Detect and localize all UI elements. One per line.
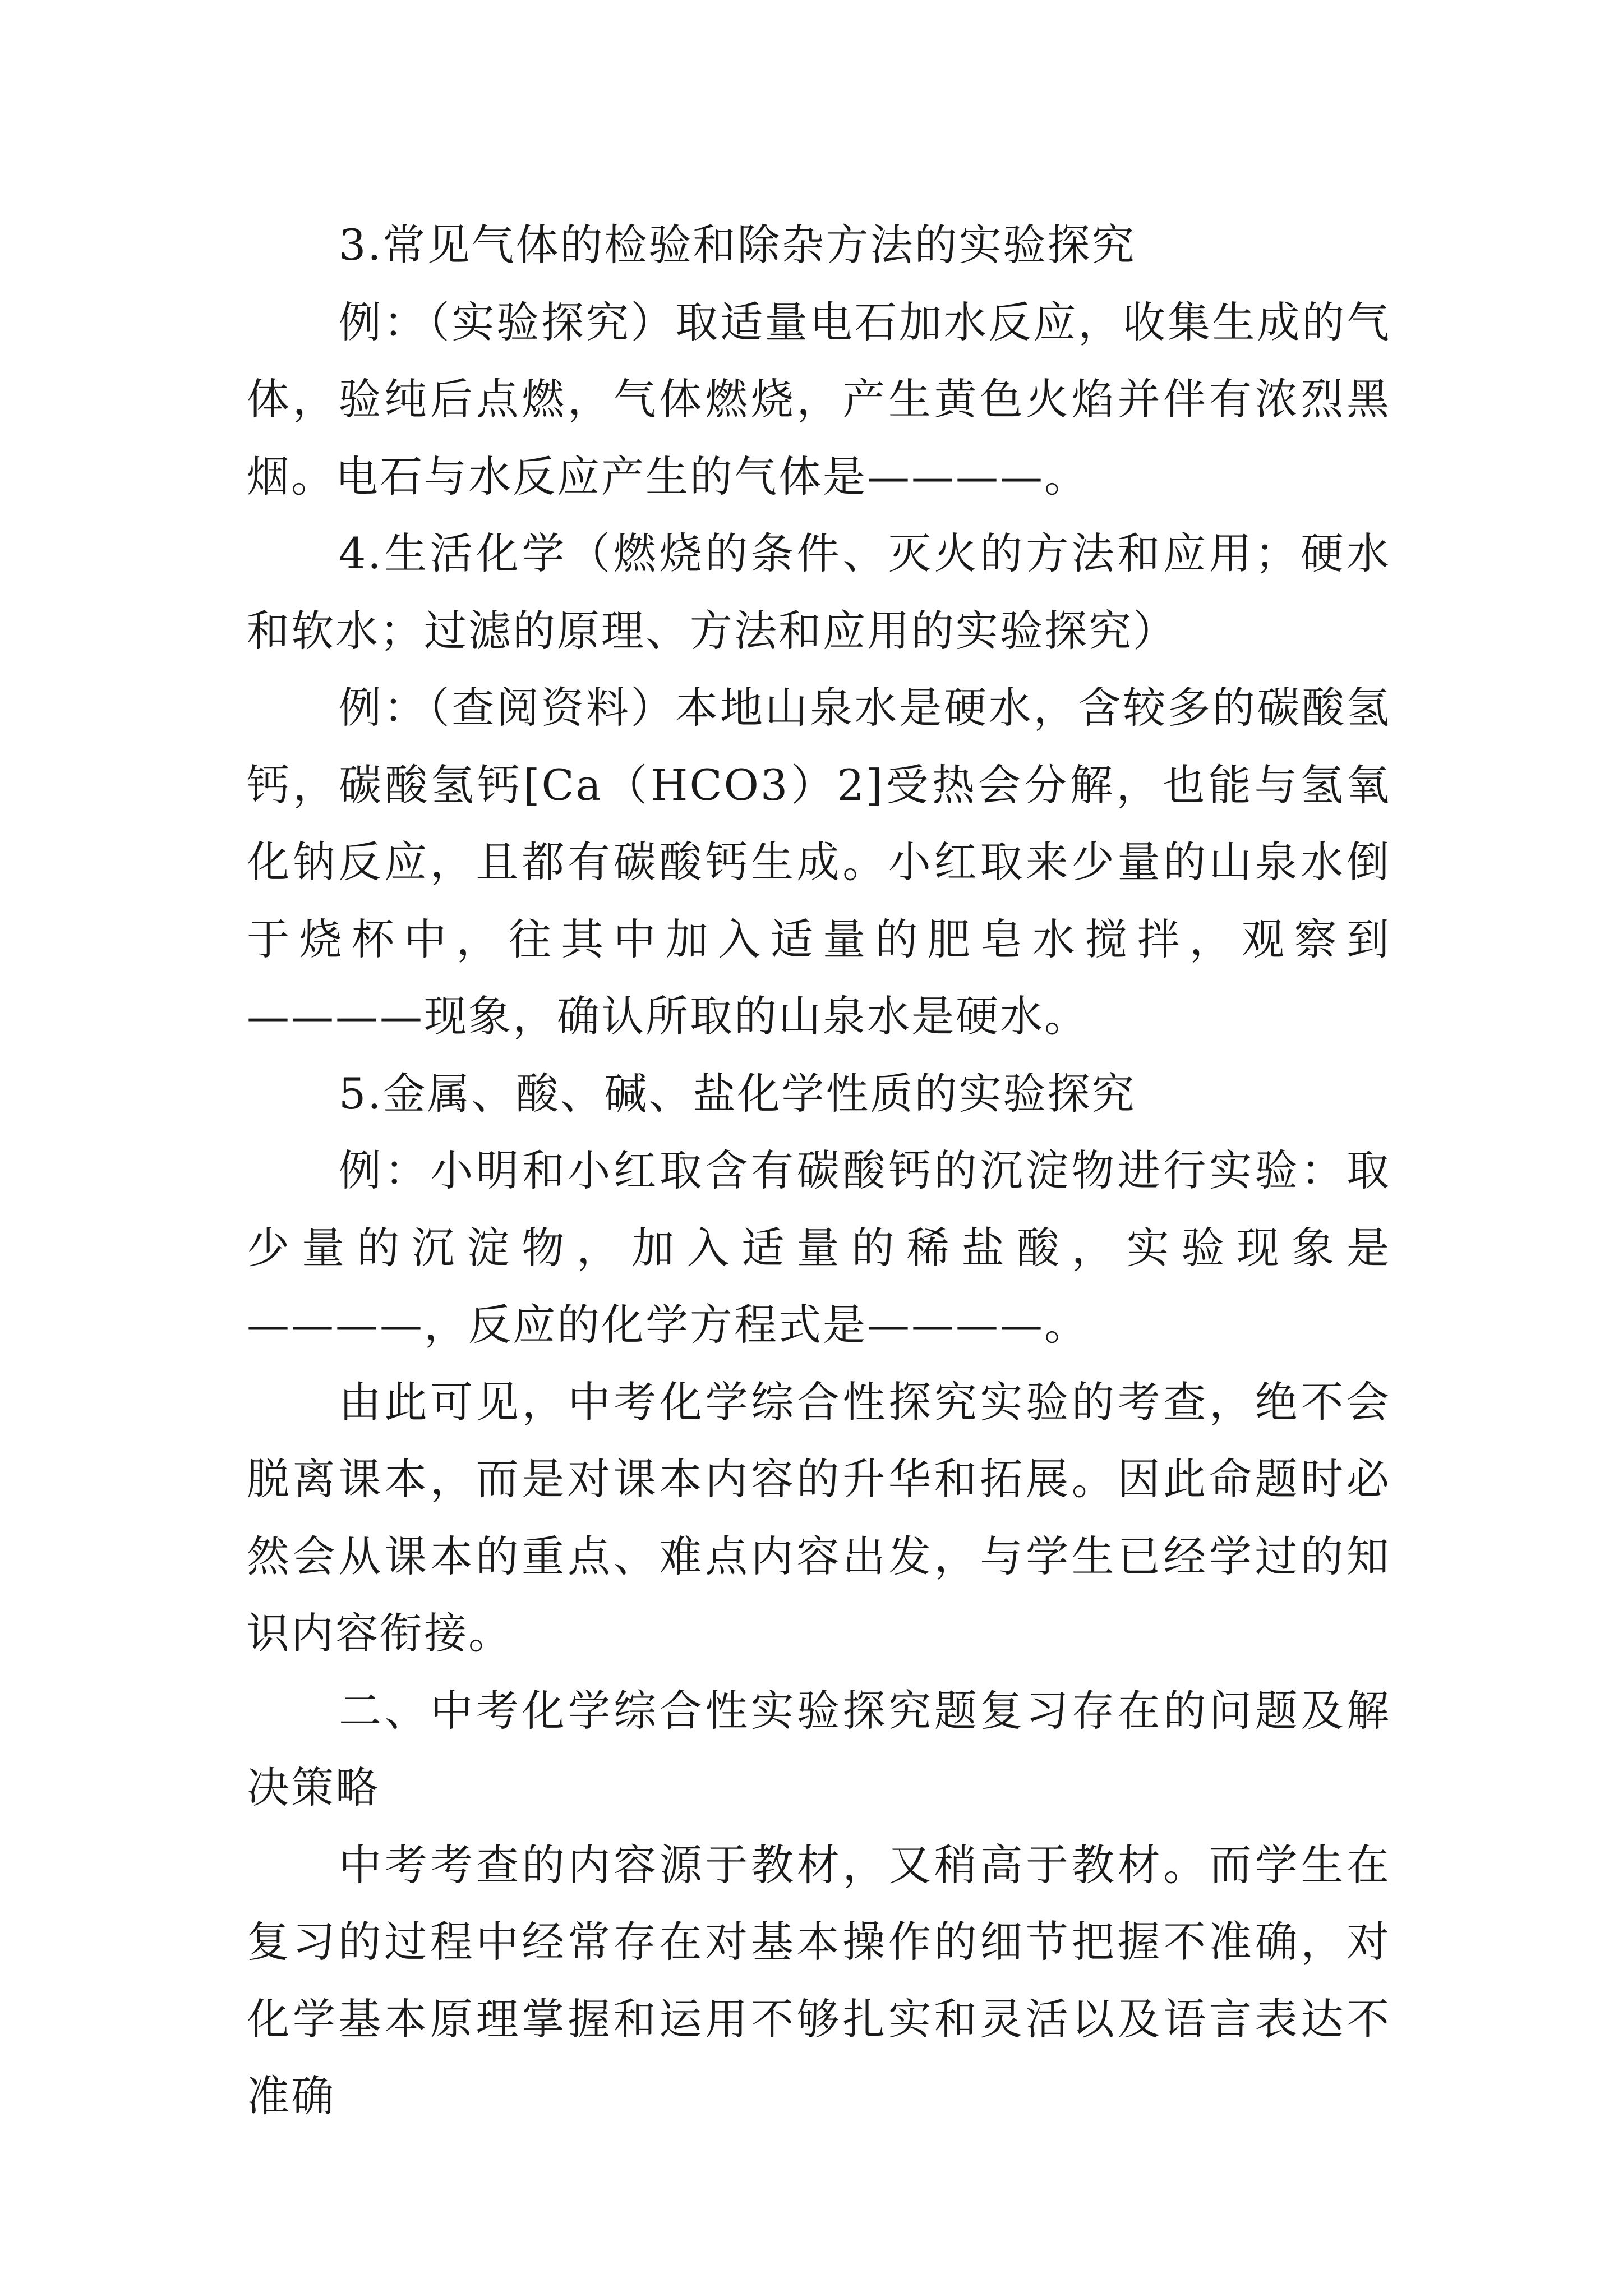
paragraph-conclusion: 由此可见，中考化学综合性探究实验的考查，绝不会脱离课本，而是对课本内容的升华和拓展。因此命题时必然会从课本的重点、难点内容出发，与学生已经学过的知识内容衔接。 [247, 1377, 1391, 1658]
section-heading-metal-acid-base-salt: 5.金属、酸、碱、盐化学性质的实验探究 [339, 1068, 1136, 1119]
paragraph-example-hard-water: 例：（查阅资料）本地山泉水是硬水，含较多的碳酸氢钙，碳酸氢钙[Ca（HCO3）2]受热会分解，也能与氢氧化钠反应，且都有碳酸钙生成。小红取来少量的山泉水倒于烧杯中，往其中加入适量的肥皂水搅拌，观察到————现象，确认所取的山泉水是硬水。 [247, 683, 1391, 1041]
paragraph-example-calcium-carbonate: 例：小明和小红取含有碳酸钙的沉淀物进行实验：取少量的沉淀物，加入适量的稀盐酸，实验现象是————，反应的化学方程式是————。 [247, 1145, 1391, 1350]
section-heading-daily-chemistry: 4.生活化学（燃烧的条件、灭火的方法和应用；硬水和软水；过滤的原理、方法和应用的实验探究） [247, 528, 1391, 656]
document-body [247, 206, 1391, 2135]
section-heading-problems-and-strategies: 二、中考化学综合性实验探究题复习存在的问题及解决策略 [247, 1685, 1391, 1812]
paragraph-exam-content: 中考考查的内容源于教材，又稍高于教材。而学生在复习的过程中经常存在对基本操作的细节把握不准确，对化学基本原理掌握和运用不够扎实和灵活以及语言表达不准确 [247, 1839, 1391, 2121]
paragraph-example-calcium-carbide: 例：（实验探究）取适量电石加水反应，收集生成的气体，验纯后点燃，气体燃烧，产生黄色火焰并伴有浓烈黑烟。电石与水反应产生的气体是————。 [247, 297, 1391, 501]
section-heading-gas-testing: 3.常见气体的检验和除杂方法的实验探究 [339, 220, 1136, 270]
